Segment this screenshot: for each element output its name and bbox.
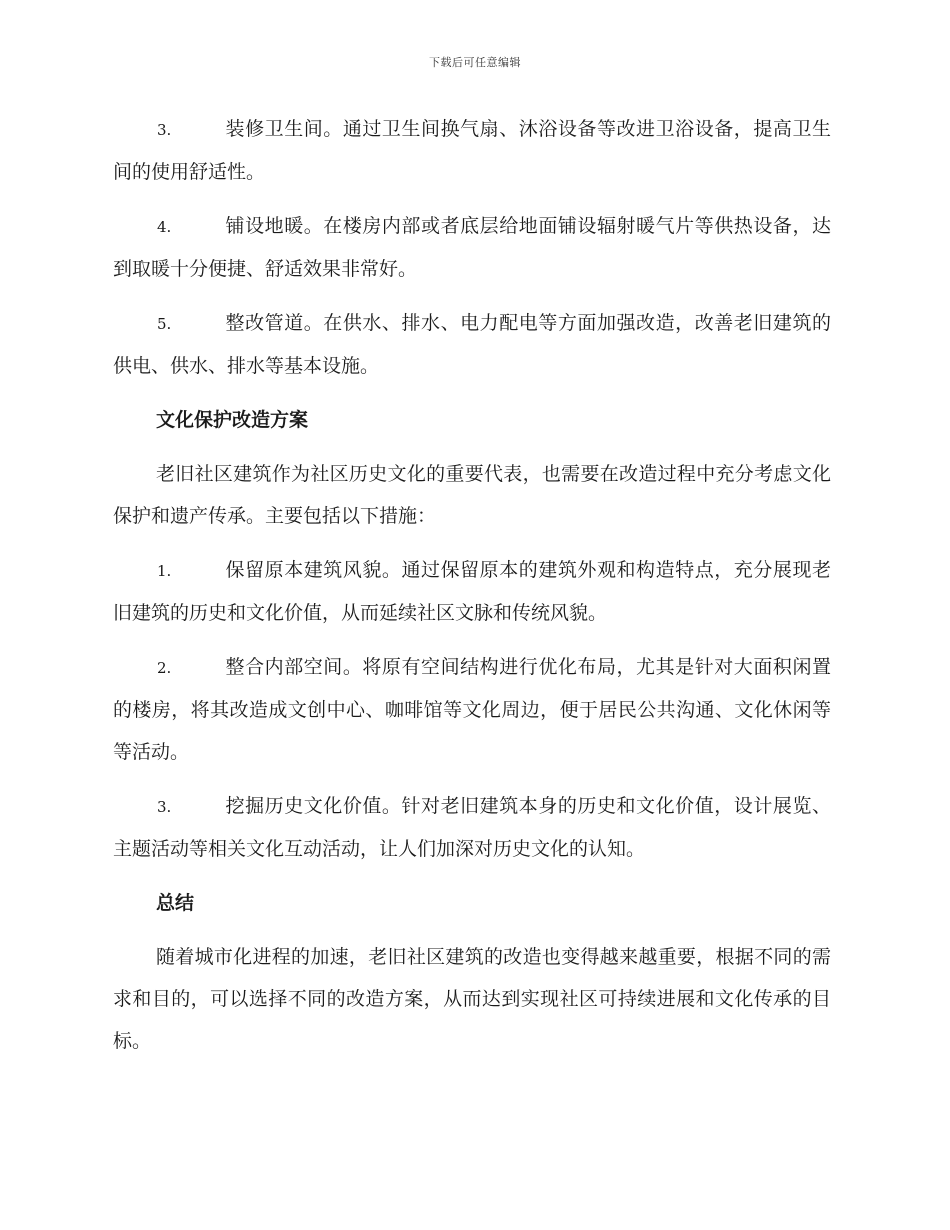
culture-intro-paragraph: 老旧社区建筑作为社区历史文化的重要代表，也需要在改造过程中充分考虑文化保护和遗产传承。主要包括以下措施： xyxy=(113,463,831,527)
list-item xyxy=(113,108,831,193)
list-item-number: 1. xyxy=(157,562,172,580)
list-item-text: 装修卫生间。通过卫生间换气扇、沐浴设备等改进卫浴设备，提高卫生间的使用舒适性。 xyxy=(113,118,831,183)
list-item-number: 3. xyxy=(157,798,172,816)
list-item xyxy=(113,205,831,290)
list-item-number: 3. xyxy=(157,121,172,139)
list-item xyxy=(113,302,831,387)
list-item xyxy=(113,646,831,773)
list-item-text: 整改管道。在供水、排水、电力配电等方面加强改造，改善老旧建筑的供电、供水、排水等基本设施。 xyxy=(113,312,831,377)
list-item xyxy=(113,785,831,870)
section-heading-culture: 文化保护改造方案 xyxy=(156,409,309,431)
list-item-number: 4. xyxy=(157,218,172,236)
document-body xyxy=(113,108,831,1074)
list-item-number: 2. xyxy=(157,659,172,677)
list-item-text: 挖掘历史文化价值。针对老旧建筑本身的历史和文化价值，设计展览、主题活动等相关文化互动活动，让人们加深对历史文化的认知。 xyxy=(113,795,831,860)
summary-paragraph: 随着城市化进程的加速，老旧社区建筑的改造也变得越来越重要，根据不同的需求和目的，可以选择不同的改造方案，从而达到实现社区可持续进展和文化传承的目标。 xyxy=(113,946,831,1052)
list-item-text: 保留原本建筑风貌。通过保留原本的建筑外观和构造特点，充分展现老旧建筑的历史和文化价值，从而延续社区文脉和传统风貌。 xyxy=(113,559,831,624)
list-item-number: 5. xyxy=(157,315,172,333)
list-item xyxy=(113,549,831,634)
list-item-text: 整合内部空间。将原有空间结构进行优化布局，尤其是针对大面积闲置的楼房，将其改造成文创中心、咖啡馆等文化周边，便于居民公共沟通、文化休闲等等活动。 xyxy=(113,656,831,763)
section-heading-summary: 总结 xyxy=(156,892,195,914)
page-header-note: 下载后可任意编辑 xyxy=(429,56,521,69)
list-item-text: 铺设地暖。在楼房内部或者底层给地面铺设辐射暖气片等供热设备，达到取暖十分便捷、舒适效果非常好。 xyxy=(113,215,831,280)
